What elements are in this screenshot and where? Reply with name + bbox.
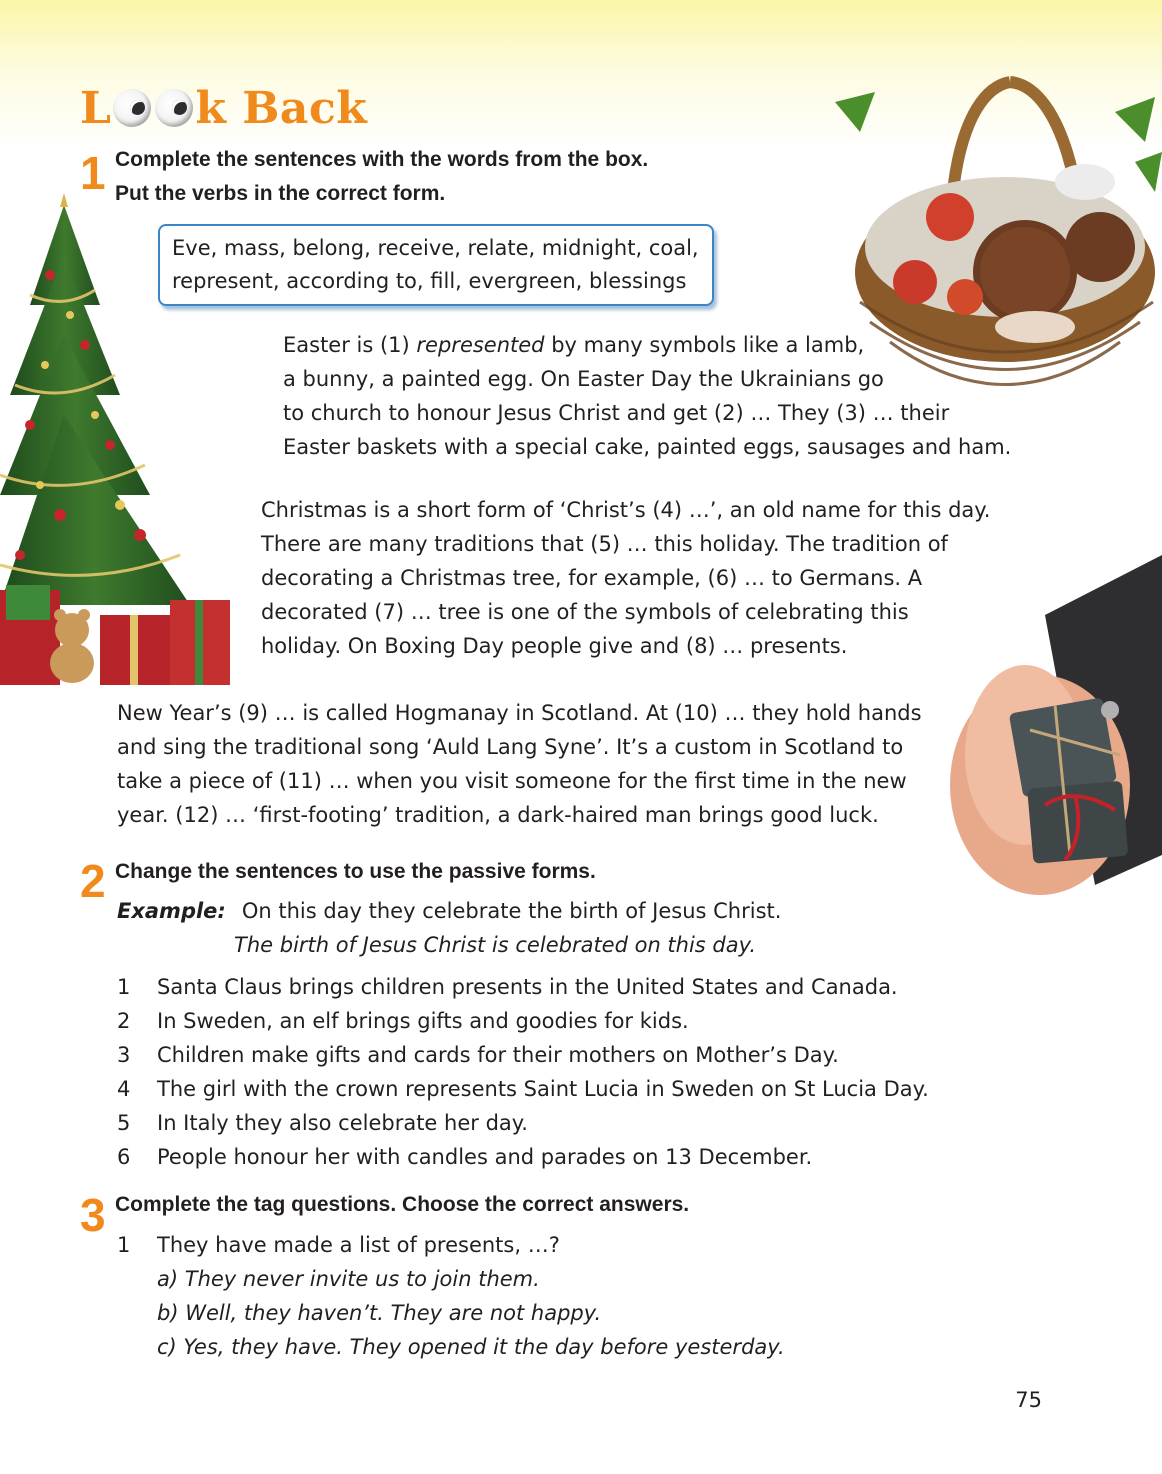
- list-item: [117, 970, 929, 1004]
- section-number: 3: [80, 1189, 106, 1241]
- item-number: 1: [117, 1233, 131, 1257]
- paragraph-line: take a piece of (11) … when you visit someone for the first time in the new: [117, 769, 907, 793]
- item-number: 6: [117, 1145, 131, 1169]
- paragraph-line: decorating a Christmas tree, for example, (6) … to Germans. A: [261, 566, 923, 590]
- heading-line: Put the verbs in the correct form.: [115, 182, 446, 205]
- paragraph-line: and sing the traditional song ‘Auld Lang Syne’. It’s a custom in Scotland to: [117, 735, 904, 759]
- eye-icon: [113, 89, 151, 127]
- list-item: [117, 1004, 929, 1038]
- item-number: 3: [117, 1043, 131, 1067]
- example-sentence: On this day they celebrate the birth of Jesus Christ.: [241, 899, 782, 923]
- exercise-heading: Change the sentences to use the passive forms.: [115, 860, 596, 883]
- heading-line: Complete the sentences with the words from the box.: [115, 148, 649, 171]
- list-item: [117, 1106, 929, 1140]
- word-box-line: Eve, mass, belong, receive, relate, midnight, coal,: [172, 236, 699, 260]
- example-block: [117, 894, 781, 962]
- example-answer-word: represented: [416, 333, 545, 357]
- item-text: Children make gifts and cards for their mothers on Mother’s Day.: [157, 1043, 839, 1067]
- question-text: They have made a list of presents, …?: [157, 1233, 560, 1257]
- text-run: by many symbols like a lamb,: [544, 333, 865, 357]
- exercise-heading: Complete the tag questions. Choose the correct answers.: [115, 1193, 690, 1216]
- item-text: People honour her with candles and parades on 13 December.: [157, 1145, 813, 1169]
- list-item: [117, 1228, 785, 1262]
- paragraph-line: [283, 328, 1011, 362]
- answer-option: b) Well, they haven’t. They are not happy.: [157, 1301, 602, 1325]
- list-item: [117, 1038, 929, 1072]
- item-text: In Italy they also celebrate her day.: [157, 1111, 528, 1135]
- item-number: 5: [117, 1111, 131, 1135]
- section-number: 1: [80, 147, 106, 199]
- christmas-paragraph: [261, 493, 990, 663]
- title-prefix: L: [80, 82, 112, 134]
- list-item: [117, 1072, 929, 1106]
- item-number: 2: [117, 1009, 131, 1033]
- answer-option: a) They never invite us to join them.: [157, 1267, 540, 1291]
- paragraph-line: Christmas is a short form of ‘Christ’s (4) …’, an old name for this day.: [261, 498, 991, 522]
- title-suffix: k Back: [195, 82, 368, 134]
- exercise-heading: [115, 143, 648, 211]
- newyear-paragraph: [117, 696, 922, 832]
- list-item: [117, 1140, 929, 1174]
- easter-paragraph: [283, 328, 1011, 464]
- tag-question-list: [117, 1228, 785, 1364]
- paragraph-line: a bunny, a painted egg. On Easter Day the Ukrainians go: [283, 367, 884, 391]
- paragraph-line: Easter baskets with a special cake, painted eggs, sausages and ham.: [283, 435, 1012, 459]
- paragraph-line: decorated (7) … tree is one of the symbols of celebrating this: [261, 600, 909, 624]
- example-answer: The birth of Jesus Christ is celebrated on this day.: [234, 933, 757, 957]
- text-run: Easter is (1): [283, 333, 417, 357]
- paragraph-line: New Year’s (9) … is called Hogmanay in Scotland. At (10) … they hold hands: [117, 701, 922, 725]
- item-number: 4: [117, 1077, 131, 1101]
- section-number: 2: [80, 855, 106, 907]
- passive-exercise-list: [117, 970, 929, 1174]
- item-text: In Sweden, an elf brings gifts and goodies for kids.: [157, 1009, 689, 1033]
- page-title: [80, 78, 367, 138]
- example-line: [117, 894, 781, 928]
- paragraph-line: to church to honour Jesus Christ and get (2) … They (3) … their: [283, 401, 950, 425]
- eye-icon: [155, 89, 193, 127]
- example-label: Example:: [117, 899, 226, 923]
- word-box-line: represent, according to, fill, evergreen, blessings: [172, 269, 687, 293]
- item-text: The girl with the crown represents Saint Lucia in Sweden on St Lucia Day.: [157, 1077, 929, 1101]
- answer-option: c) Yes, they have. They opened it the day before yesterday.: [157, 1335, 785, 1359]
- item-text: Santa Claus brings children presents in the United States and Canada.: [157, 975, 898, 999]
- word-box: [158, 224, 714, 306]
- page-number: 75: [1015, 1388, 1042, 1412]
- item-number: 1: [117, 975, 131, 999]
- paragraph-line: There are many traditions that (5) … this holiday. The tradition of: [261, 532, 948, 556]
- paragraph-line: holiday. On Boxing Day people give and (8) … presents.: [261, 634, 848, 658]
- paragraph-line: year. (12) … ‘first-footing’ tradition, a dark-haired man brings good luck.: [117, 803, 879, 827]
